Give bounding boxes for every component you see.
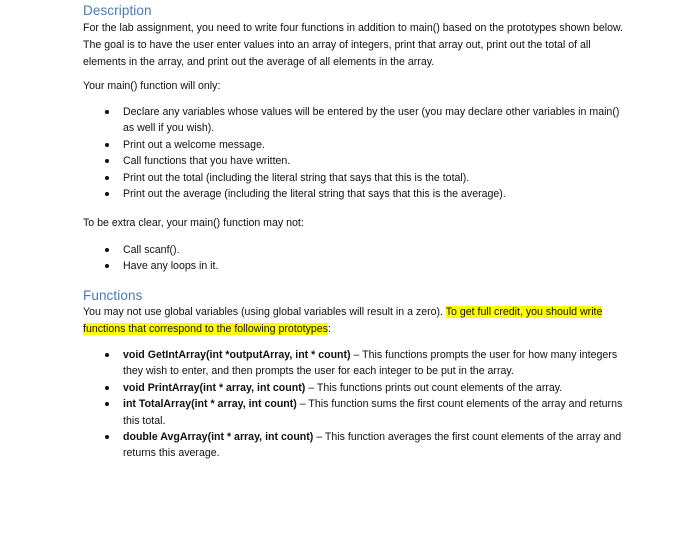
- may-not-list: [83, 242, 628, 275]
- list-item: Print out a welcome message.: [83, 137, 628, 153]
- bullet-icon: [105, 192, 109, 196]
- bullet-icon: [105, 386, 109, 390]
- prototype-signature: double AvgArray(int * array, int count): [123, 431, 314, 444]
- functions-note: You may not use global variables (using global variables will result in a zero). To get full credit, you should write functions that correspond to the following prototypes:: [83, 306, 603, 335]
- bullet-icon: [105, 110, 109, 114]
- list-item: Have any loops in it.: [83, 258, 628, 274]
- prototype-list: [83, 347, 628, 462]
- highlighted-text: To get full credit, you should write functions that correspond to the following prototypes: [83, 306, 603, 335]
- bullet-icon: [105, 353, 109, 357]
- bullet-icon: [105, 159, 109, 163]
- list-item: Print out the total (including the literal string that says that this is the total).: [83, 170, 628, 186]
- prototype-signature: void PrintArray(int * array, int count): [123, 381, 306, 394]
- list-item: void GetIntArray(int *outputArray, int * count) – This functions prompts the user for how many integers they wish to enter, and then prompts the user for each integer to be put in the array.: [83, 347, 628, 380]
- intro-paragraph: For the lab assignment, you need to write four functions in addition to main() based on the prototypes shown below. The goal is to have the user enter values into an array of integers, print that array out, print out the total of all elements in the array, and print out the average of all elements in the array.: [83, 22, 624, 68]
- functions-heading: Functions: [83, 288, 143, 303]
- bullet-icon: [105, 435, 109, 439]
- list-item: int TotalArray(int * array, int count) – This function sums the first count elements of the array and returns this total.: [83, 396, 628, 429]
- will-only-list: [83, 104, 628, 202]
- list-item: Call scanf().: [83, 242, 628, 258]
- bullet-icon: [105, 402, 109, 406]
- list-item: Declare any variables whose values will be entered by the user (you may declare other variables in main() as well if you wish).: [83, 104, 628, 137]
- list-item: Print out the average (including the literal string that says that this is the average).: [83, 186, 628, 202]
- main-may-not-text: To be extra clear, your main() function may not:: [83, 217, 304, 229]
- main-will-only-text: Your main() function will only:: [83, 80, 221, 92]
- bullet-icon: [105, 143, 109, 147]
- bullet-icon: [105, 176, 109, 180]
- list-item: Call functions that you have written.: [83, 153, 628, 169]
- bullet-icon: [105, 248, 109, 252]
- prototype-signature: int TotalArray(int * array, int count): [123, 398, 297, 411]
- list-item: double AvgArray(int * array, int count) – This function averages the first count elements of the array and returns this average.: [83, 429, 628, 462]
- list-item: void PrintArray(int * array, int count) – This functions prints out count elements of the array.: [83, 380, 628, 396]
- bullet-icon: [105, 264, 109, 268]
- description-heading: Description: [83, 3, 152, 18]
- prototype-signature: void GetIntArray(int *outputArray, int * count): [123, 349, 351, 361]
